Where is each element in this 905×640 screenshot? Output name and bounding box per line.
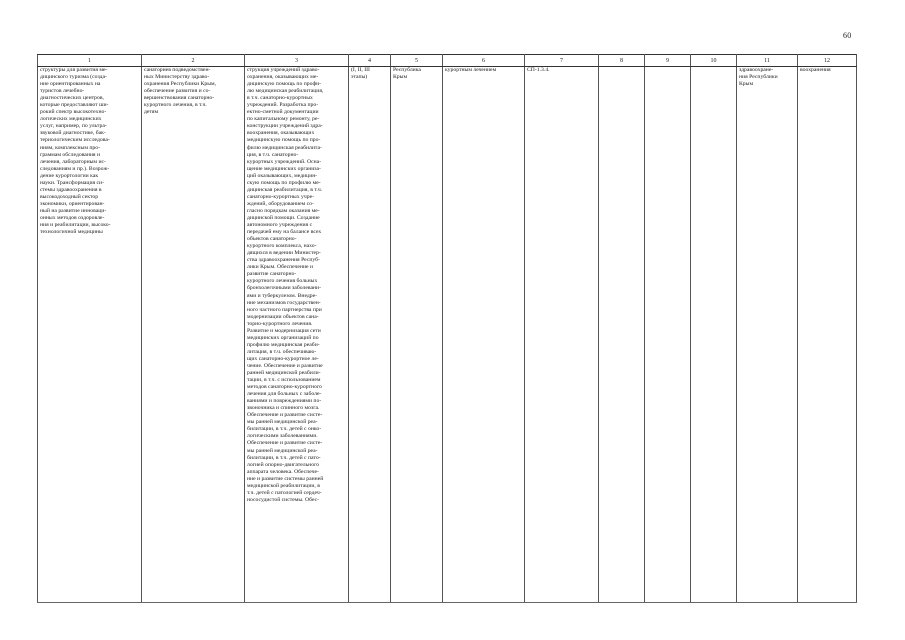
column-header-3: 3 [245,55,349,67]
table-row [38,67,857,603]
cell-text: санаториев подведомствен- ных Министерству здраво- охранения Республики Крым, обеспечение развития и со- вершенствования санаторно- курортного лечения, в т.ч. детям [144,67,217,116]
cell-col-6 [443,67,525,603]
cell-col-7 [525,67,599,603]
cell-col-12 [798,67,857,603]
column-header-11: 11 [737,55,798,67]
cell-text: Республика Крым [393,67,421,81]
column-header-12: 12 [798,55,857,67]
column-header-2: 2 [142,55,245,67]
cell-text: СП-1.3.4. [527,67,550,73]
cell-col-9 [645,67,691,603]
cell-text: (I, II, III этапы) [351,67,370,81]
cell-col-5 [391,67,443,603]
column-header-8: 8 [599,55,645,67]
cell-col-11 [737,67,798,603]
column-number-row [38,55,857,67]
column-header-9: 9 [645,55,691,67]
cell-text: здравоохране- ния Республики Крым [739,67,778,88]
cell-col-10 [691,67,737,603]
column-header-4: 4 [349,55,391,67]
cell-text: структуры для развития ме- дицинского туризма (созда- ние ориентированных на туристов лечебно- диагностических центров, которые предоставляют ши- рокий спектр высокотехно- логических медицинских услуг, например, по ультра- звуковой диагностике, бак- териологическим исследова- ниям, комплексным про- граммам обследования и лечения, лабораторным ис- следованиям и пр.). Возрож- дение курортологии как науки. Трансформация си- стемы здравоохранения в высокодоходный сектор экономики, ориентирован- ный на развитие инноваци- онных методов оздоровле- ния и реабилитации, высоко- технологичной медицины [40,67,111,236]
column-header-7: 7 [525,55,599,67]
cell-col-4 [349,67,391,603]
cell-text: струкция учреждений здраво- охранения, оказывающих ме- дицинскую помощь по профи- лю медицинская реабилитация, в т.ч. санаторно-курортных учреждений. Разработка про- ектно-сметной документации по капитальному ремонту, ре- конструкции учреждений здра- воохранения, оказывающих медицинскую помощь по про- филю медицинская реабилита- ция, в т.ч. санаторно- курортных учреждений. Осна- щение медицинских организа- ций оказывающих, медицин- скую помощь по профилю ме- дицинская реабилитация, в т.ч. санаторно-курортных учре- ждений, оборудованием со- гласно порядкам оказания ме- дицинской помощи. Создание автономного учреждения с передачей ему на балансе всех объектов санаторно- курортного комплекса, нахо- дящихся в ведении Министер- ства здравоохранения Респуб- лики Крым. Обеспечение и развитие санаторно- курортного лечения больных бронхолегочными заболевани- ями и туберкулезом. Внедре- ние механизмов государствен- ного частного партнерства при модернизации объектов сана- торно-курортного лечения. Развитие и модернизация сети медицинских организаций по профилю медицинская реаби- литация, в т.ч. обеспечиваю- щих санаторно-курортное ле- чение. Обеспечение и развитие ранней медицинской реабили- тации, в т.ч. с использованием методов санаторно-курортного лечения для больных с заболе- ваниями и повреждениями по- звоночника и спинного мозга. Обеспечение и развитие систе- мы ранней медицинской реа- билитации, в т.ч. детей с онко- логическими заболеваниями. Обеспечение и развитие систе- мы ранней медицинской реа- билитации, в т.ч. детей с пато- логией опорно-двигательного аппарата человека. Обеспече- ние и развитие системы ранней медицинской реабилитации, в т.ч. детей с патологией сердеч- нососудистой системы. Обес- [247,67,324,503]
column-header-5: 5 [391,55,443,67]
cell-col-1 [38,67,142,603]
cell-col-2 [142,67,245,603]
column-header-1: 1 [38,55,142,67]
column-header-6: 6 [443,55,525,67]
data-table [37,54,857,603]
cell-col-3 [245,67,349,603]
cell-text: воохранения [800,67,831,73]
column-header-10: 10 [691,55,737,67]
cell-col-8 [599,67,645,603]
page-number: 60 [843,31,852,40]
cell-text: курортным лечением [445,67,497,73]
